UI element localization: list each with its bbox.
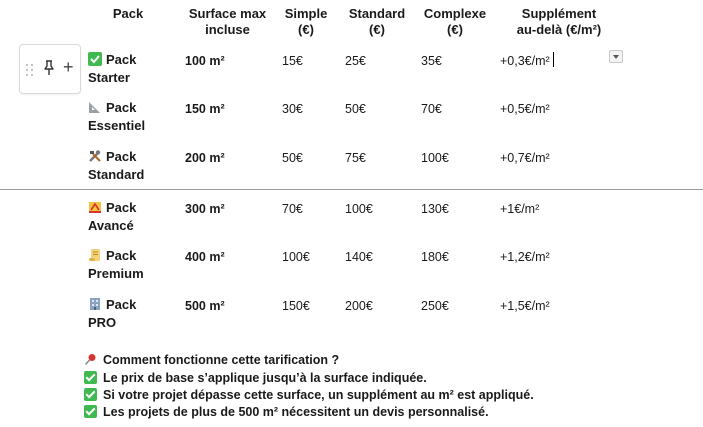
note-item-1 xyxy=(84,370,427,386)
header-surface-line2: incluse xyxy=(205,22,250,37)
row-1-standard[interactable]: 25€ xyxy=(345,54,366,68)
tools-icon xyxy=(88,149,102,163)
row-5-name-line2: Premium xyxy=(88,266,144,281)
header-standard-line2: (€) xyxy=(369,22,385,37)
row-5-name-line1: Pack xyxy=(106,248,137,263)
drag-handle-icon[interactable] xyxy=(26,64,36,76)
scroll-icon xyxy=(88,248,102,262)
header-simple-line1: Simple xyxy=(284,6,328,21)
row-1-surface: 100 m² xyxy=(185,54,225,68)
row-4-pack-name xyxy=(88,199,178,235)
row-1-complexe[interactable]: 35€ xyxy=(421,54,442,68)
row-3-supplement[interactable]: +0,7€/m² xyxy=(500,151,550,165)
row-5-supplement[interactable]: +1,2€/m² xyxy=(500,250,550,264)
header-surface xyxy=(180,6,275,38)
row-1-name-line1: Pack xyxy=(106,52,137,67)
check-icon xyxy=(88,52,102,66)
row-3-name-line1: Pack xyxy=(106,149,137,164)
row-3-pack-name xyxy=(88,148,178,184)
text-caret xyxy=(553,52,554,67)
header-supplement-line2: au-delà (€/m²) xyxy=(516,22,602,37)
blueprint-icon xyxy=(88,200,102,214)
row-6-surface: 500 m² xyxy=(185,299,225,313)
row-6-standard[interactable]: 200€ xyxy=(345,299,373,313)
row-4-name-line2: Avancé xyxy=(88,218,134,233)
header-standard xyxy=(342,6,412,38)
row-3-simple[interactable]: 50€ xyxy=(282,151,303,165)
row-5-surface: 400 m² xyxy=(185,250,225,264)
row-3-surface: 200 m² xyxy=(185,151,225,165)
row-6-name-line1: Pack xyxy=(106,297,137,312)
row-5-standard[interactable]: 140€ xyxy=(345,250,373,264)
row-2-standard[interactable]: 50€ xyxy=(345,102,366,116)
row-6-name-line2: PRO xyxy=(88,315,117,330)
row-2-simple[interactable]: 30€ xyxy=(282,102,303,116)
note-item-3 xyxy=(84,404,489,420)
row-1-name-line2: Starter xyxy=(88,70,130,85)
row-4-name-line1: Pack xyxy=(106,200,137,215)
row-5-simple[interactable]: 100€ xyxy=(282,250,310,264)
add-row-icon[interactable]: + xyxy=(63,57,74,77)
row-2-surface: 150 m² xyxy=(185,102,225,116)
notes-title-text: Comment fonctionne cette tarification ? xyxy=(103,353,340,367)
row-4-complexe[interactable]: 130€ xyxy=(421,202,449,216)
row-6-pack-name xyxy=(88,296,178,332)
row-2-pack-name xyxy=(88,99,178,135)
note-item-2 xyxy=(84,387,534,403)
row-4-simple[interactable]: 70€ xyxy=(282,202,303,216)
row-5-pack-name xyxy=(88,247,178,283)
row-2-name-line1: Pack xyxy=(106,100,137,115)
row-tools xyxy=(19,44,81,94)
row-2-name-line2: Essentiel xyxy=(88,118,146,133)
header-simple-line2: (€) xyxy=(298,22,314,37)
pushpin-icon xyxy=(84,353,97,366)
row-2-supplement[interactable]: +0,5€/m² xyxy=(500,102,550,116)
building-icon xyxy=(88,297,102,311)
check-icon xyxy=(84,405,97,418)
row-6-complexe[interactable]: 250€ xyxy=(421,299,449,313)
row-6-simple[interactable]: 150€ xyxy=(282,299,310,313)
row-4-surface: 300 m² xyxy=(185,202,225,216)
divider xyxy=(0,189,703,190)
ruler-triangle-icon xyxy=(88,100,102,114)
note-item-2-text: Si votre projet dépasse cette surface, un supplément au m² est appliqué. xyxy=(103,388,534,402)
header-pack: Pack xyxy=(112,6,144,21)
note-item-3-text: Les projets de plus de 500 m² nécessitent un devis personnalisé. xyxy=(103,405,489,419)
row-4-standard[interactable]: 100€ xyxy=(345,202,373,216)
header-complexe-line2: (€) xyxy=(447,22,463,37)
row-3-complexe[interactable]: 100€ xyxy=(421,151,449,165)
header-simple xyxy=(280,6,332,38)
row-3-name-line2: Standard xyxy=(88,167,145,182)
row-6-supplement[interactable]: +1,5€/m² xyxy=(500,299,550,313)
header-standard-line1: Standard xyxy=(348,6,406,21)
header-surface-line1: Surface max xyxy=(188,6,267,21)
header-supplement-line1: Supplément xyxy=(521,6,597,21)
header-supplement xyxy=(494,6,624,38)
row-1-supplement[interactable]: +0,3€/m² xyxy=(500,54,550,68)
note-item-1-text: Le prix de base s’applique jusqu’à la surface indiquée. xyxy=(103,371,427,385)
row-4-supplement[interactable]: +1€/m² xyxy=(500,202,540,216)
cell-dropdown-button[interactable] xyxy=(609,50,623,63)
check-icon xyxy=(84,388,97,401)
row-3-standard[interactable]: 75€ xyxy=(345,151,366,165)
pin-icon[interactable] xyxy=(43,60,55,76)
row-1-simple[interactable]: 15€ xyxy=(282,54,303,68)
row-5-complexe[interactable]: 180€ xyxy=(421,250,449,264)
check-icon xyxy=(84,371,97,384)
header-complexe-line1: Complexe xyxy=(423,6,487,21)
notes-title xyxy=(84,352,339,368)
header-complexe xyxy=(418,6,492,38)
row-1-pack-name xyxy=(88,51,178,87)
row-2-complexe[interactable]: 70€ xyxy=(421,102,442,116)
